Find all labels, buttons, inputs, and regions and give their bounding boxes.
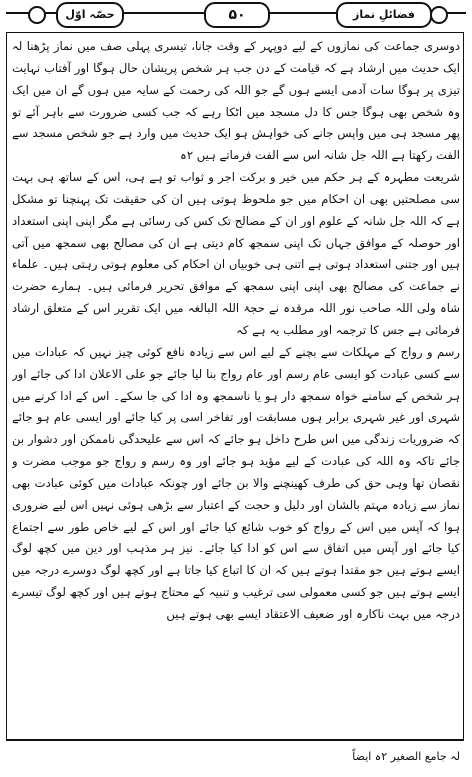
page-header — [6, 2, 466, 30]
paragraph-sharia-wisdom: شریعت مطہرہ کے ہر حکم میں خیر و برکت اجر و ثواب تو ہے ہی، اس کے ساتھ ہی بہت سی مصلحتیں بھی ان احکام میں جو ملحوظ ہوتی ہیں ان کی حقیقت تک پہنچنا تو مشکل ہے کہ اللہ جل شانہ کے علوم اور ان کے مصالح تک کس کی رسائی ہے مگر اپنی اپنی استعداد اور حوصلہ کے موافق جہاں تک اپنی سمجھ کام دیتی ہے ان کی مصالح بھی سمجھ میں آتی ہیں اور جتنی استعداد ہوتی ہے اتنی ہی خوبیاں ان احکام کی معلوم ہوتی رہتی ہیں۔ علماء نے جماعت کی مصالح بھی اپنی اپنی سمجھ کے موافق تحریر فرمائی ہیں۔ ہمارے حضرت شاہ ولی اللہ صاحب نور اللہ مرقدہ نے حجۃ اللہ البالغہ میں ایک تقریر اس کے متعلق ارشاد فرمائی ہے جس کا ترجمہ اور مطلب یہ ہے کہ — [12, 170, 460, 337]
paragraph-congregation-virtues: دوسری جماعت کی نمازوں کے لیے دوپہر کے وقت جانا، تیسری پہلی صف میں نماز پڑھنا لہ ایک حدیث میں ارشاد ہے کہ قیامت کے دن جب ہر شخص پریشان حال ہوگا اور آفتاب نہایت تیزی پر ہوگا سات آدمی ایسے ہوں گے جو اللہ کی رحمت کے سایہ میں ہوں گے ان میں ایک وہ شخص بھی ہوگا جس کا دل مسجد میں اٹکا رہے کہ جب کسی ضرورت سے باہر آئے تو پھر مسجد ہی میں واپس جانے کی خواہش ہو ایک حدیث میں وارد ہے جو شخص مسجد سے الفت رکھتا ہے اللہ جل شانہ اس سے الفت فرماتے ہیں ۲ہ — [12, 39, 460, 163]
book-title: فضائلِ نماز — [336, 2, 432, 28]
page-body — [12, 36, 460, 736]
header-ornament-knot — [28, 6, 46, 24]
footnote: لہ جامع الصغیر ۲ہ ایضاً — [352, 750, 460, 763]
section-label: حصّہ اوّل — [56, 2, 124, 28]
footnote-separator — [6, 739, 464, 741]
page-number: ۵۰ — [204, 2, 270, 28]
paragraph-hujjatullah-translation: رسم و رواج کے مہلکات سے بچنے کے لیے اس سے زیادہ نافع کوئی چیز نہیں کہ عبادات میں سے کسی عبادت کو ایسی عام رسم اور عام رواج بنا لیا جائے جو علی الاعلان ادا کی جائے اور ہر شخص کے سامنے خواہ سمجھ دار ہو یا ناسمجھ وہ ادا کی جا سکے۔ اس کے ادا کرنے میں شہری اور غیر شہری برابر ہوں مسابقت اور تفاخر اسی پر کیا جائے اور ایسی عام ہو جائے کہ ضروریات زندگی میں اس طرح داخل ہو جائے کہ اس سے علیحدگی ناممکن اور دشوار بن جائے تاکہ وہ اللہ کی عبادت کے لیے مؤید ہو جائے اور وہ رسم و رواج جو موجب مضرت و نقصان تھا وہی حق کی طرف کھینچنے والا بن جائے اور چونکہ عبادات میں کوئی عبادت بھی نماز سے زیادہ مہتم بالشان اور دلیل و حجت کے اعتبار سے بڑھی ہوئی نہیں اس لیے ضروری ہوا کہ آپس میں اس کے رواج کو خوب شائع کیا جائے اور اس کے لیے خاص طور سے اجتماع کیا جائے اور آپس میں اتفاق سے اس کو ادا کیا جائے۔ نیز ہر مذہب اور دین میں کچھ لوگ ایسے ہوتے ہیں جو مقتدا ہوتے ہیں کہ ان کا اتباع کیا جاتا ہے اور کچھ لوگ دوسرے درجہ میں ایسے ہوتے ہیں جو کسی معمولی سی ترغیب و تنبیہ کے محتاج ہوتے ہیں اور کچھ لوگ تیسرے درجہ میں بہت ناکارہ اور ضعیف الاعتقاد ایسے بھی ہوتے ہیں — [12, 344, 460, 621]
header-ornament-knot — [430, 6, 448, 24]
